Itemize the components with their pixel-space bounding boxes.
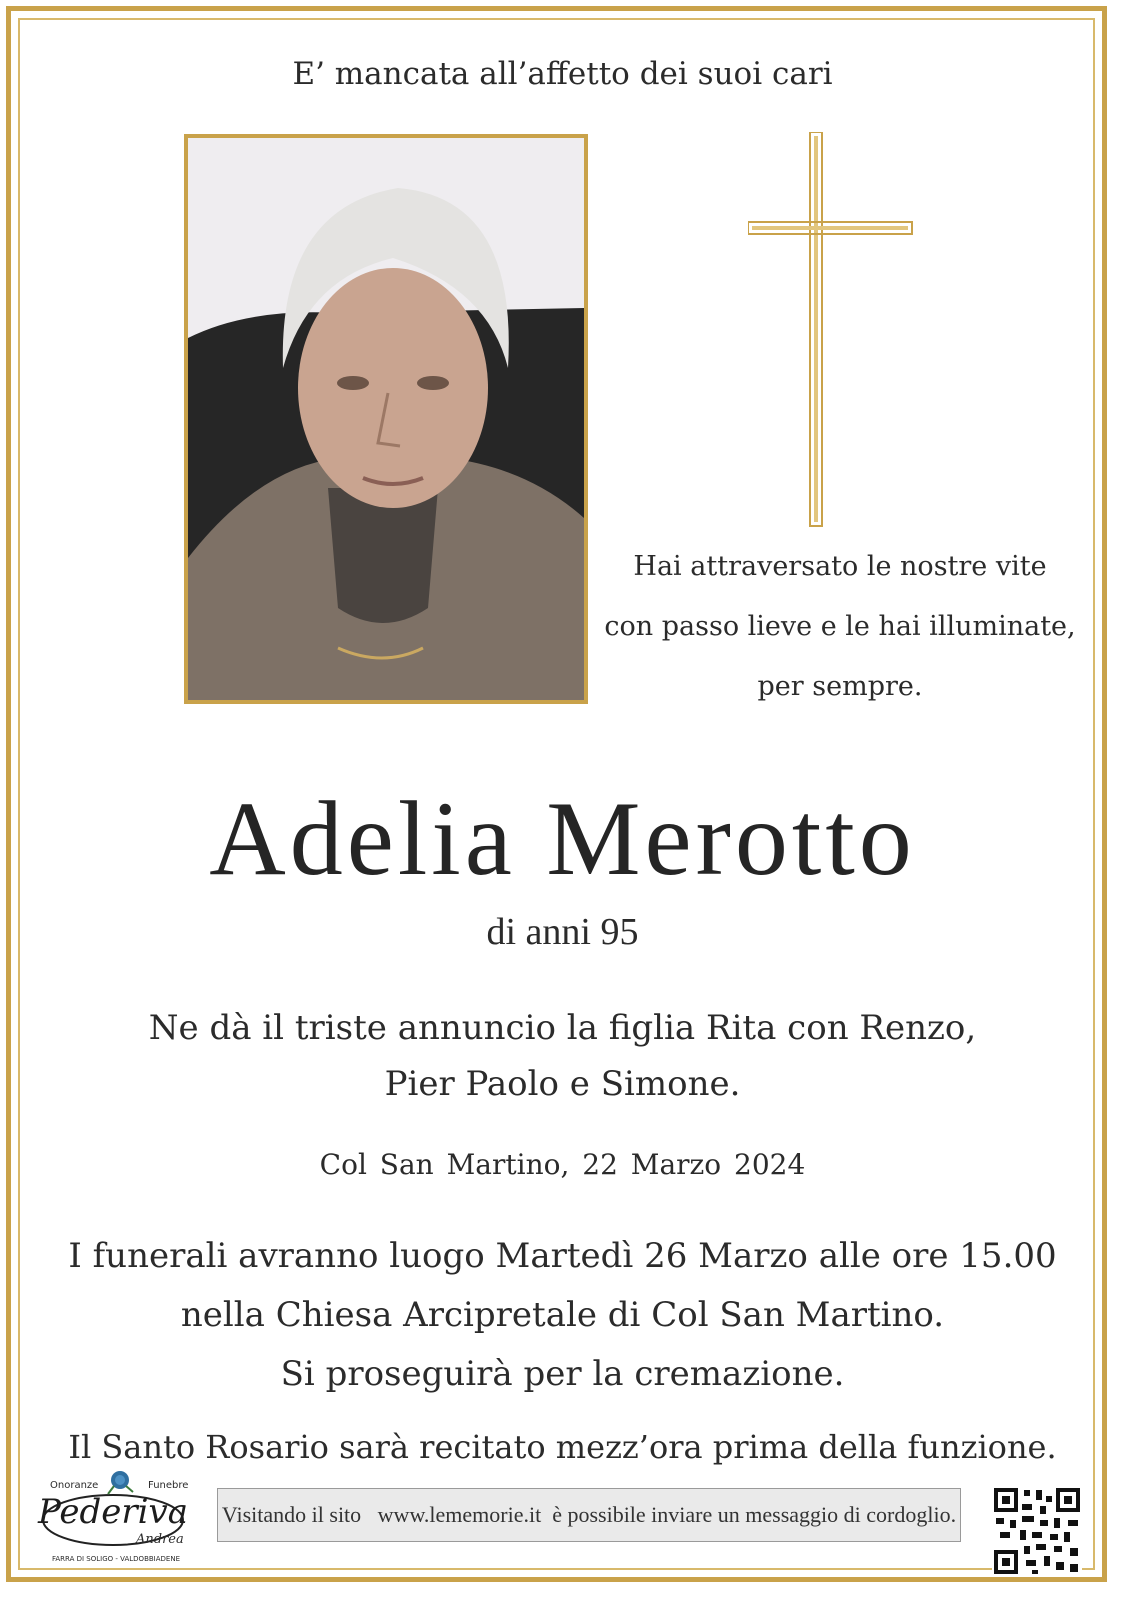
funeral-line-3: Si proseguirà per la cremazione. [280,1354,845,1394]
logo-left-word: Onoranze [50,1480,99,1491]
logo-script-name: Pederiva [38,1492,188,1532]
age-line: di anni 95 [486,911,639,953]
rosary-line: Il Santo Rosario sarà recitato mezz’ora prima della funzione. [68,1428,1057,1466]
quote-line-2: con passo lieve e le hai illuminate, [604,611,1076,642]
announcement-line-1: Ne dà il triste annuncio la figlia Rita con Renzo, [148,1008,977,1048]
cross-icon [748,132,918,536]
quote-line-1: Hai attraversato le nostre vite [633,551,1047,582]
place-date: Col San Martino, 22 Marzo 2024 [319,1148,806,1181]
logo-right-word: Funebre [148,1480,189,1491]
rose-icon [108,1471,133,1494]
logo-sub-name: Andrea [136,1532,184,1547]
website-notice: Visitando il sito www.lememorie.it è possibile inviare un messaggio di cordoglio. [217,1488,961,1542]
qr-code-icon[interactable] [992,1486,1082,1576]
funeral-line-2: nella Chiesa Arcipretale di Col San Martino. [180,1295,945,1335]
portrait-photo [184,134,588,704]
funeral-home-logo [38,1470,198,1570]
quote-line-3: per sempre. [757,671,923,702]
funeral-line-1: I funerali avranno luogo Martedì 26 Marzo alle ore 15.00 [68,1236,1057,1276]
announcement-line-2: Pier Paolo e Simone. [384,1064,741,1104]
logo-location: FARRA DI SOLIGO - VALDOBBIADENE [52,1555,180,1563]
intro-line: E’ mancata all’affetto dei suoi cari [292,56,833,92]
deceased-name: Adelia Merotto [209,780,916,897]
